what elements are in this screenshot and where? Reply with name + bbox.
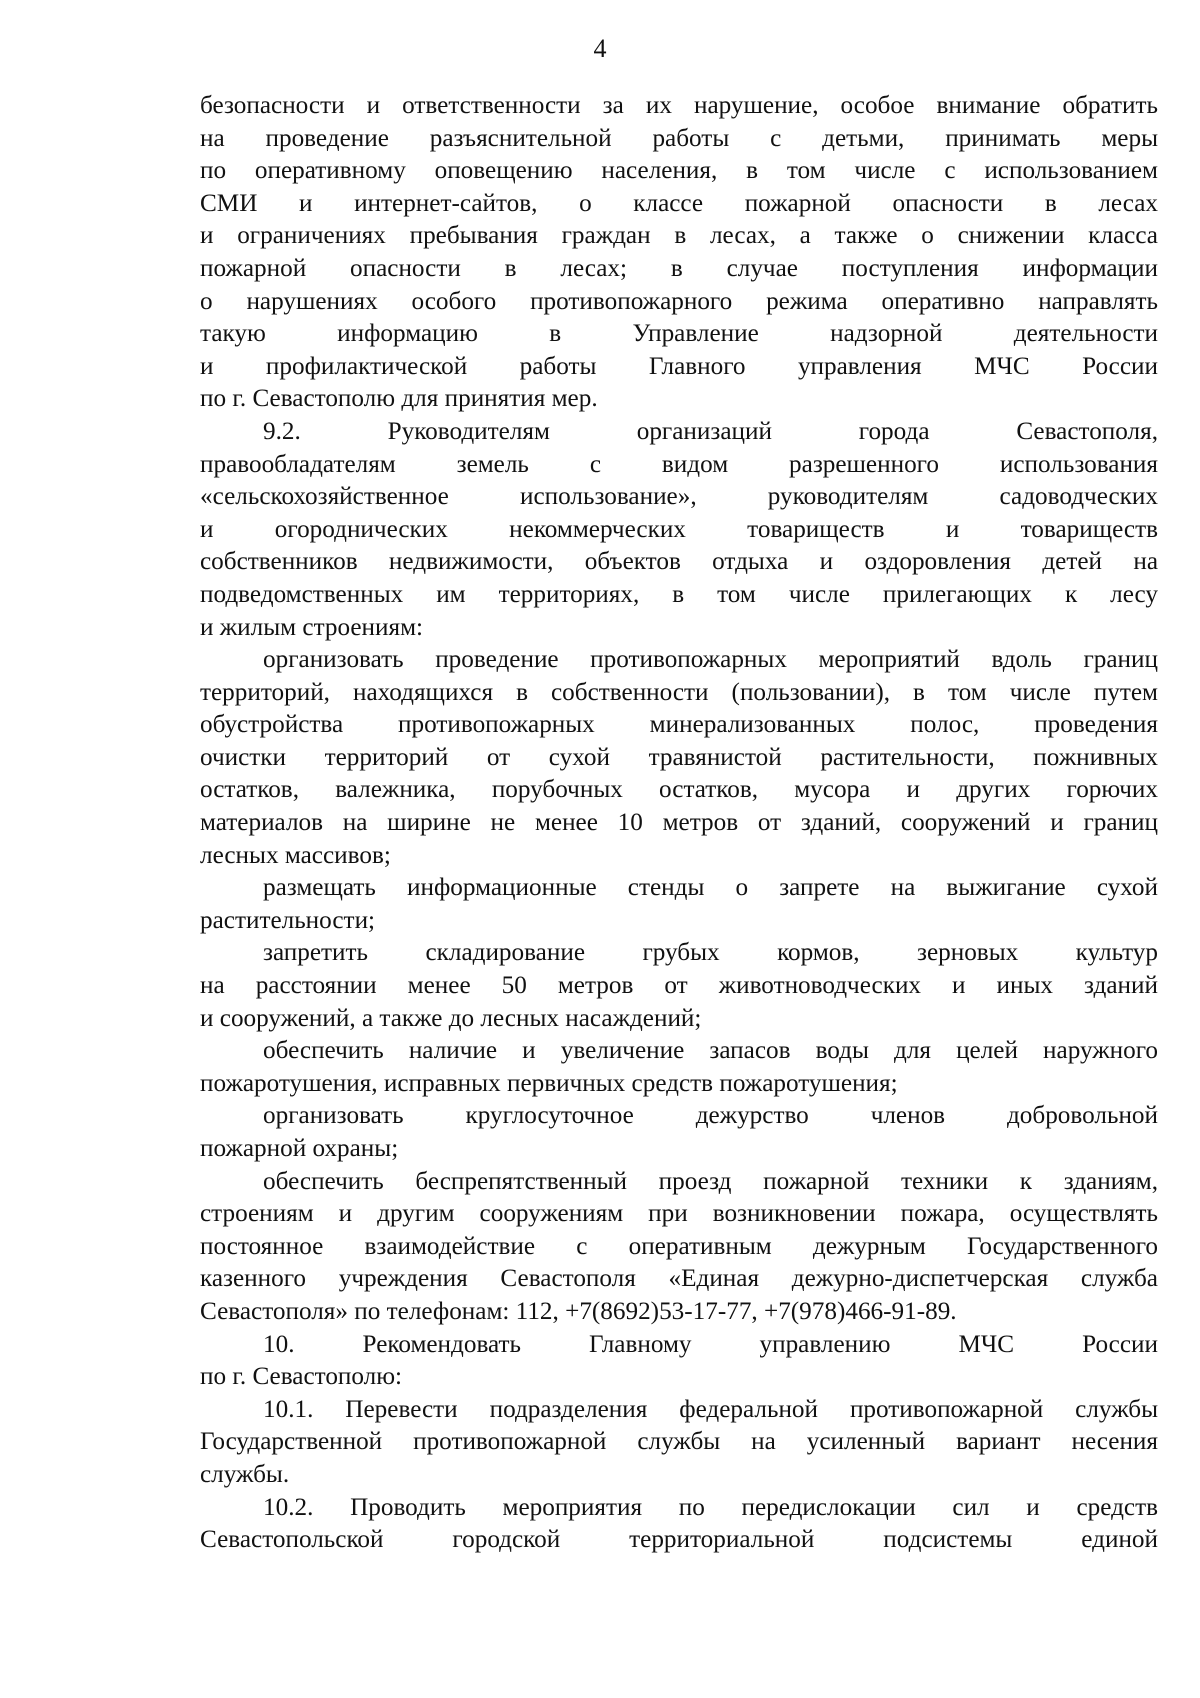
text-line: материалов на ширине не менее 10 метров от зданий, сооружений и границ [200,809,1158,837]
text-line: правообладателям земель с видом разрешенного использования [200,450,1158,478]
text-line: постоянное взаимодействие с оперативным дежурным Государственного [200,1232,1158,1260]
text-line: службы. [200,1460,290,1488]
text-line: на проведение разъяснительной работы с детьми, принимать меры [200,124,1158,152]
page-number: 4 [593,34,607,63]
text-line: запретить складирование грубых кормов, зерновых культур [263,939,1158,967]
text-line: обустройства противопожарных минерализованных полос, проведения [200,711,1158,739]
text-line: на расстоянии менее 50 метров от животноводческих и иных зданий [200,972,1158,1000]
text-line: и сооружений, а также до лесных насаждений; [200,1004,702,1032]
text-line: организовать проведение противопожарных мероприятий вдоль границ [263,646,1158,674]
text-line: такую информацию в Управление надзорной деятельности [200,320,1158,348]
text-line: по оперативному оповещению населения, в том числе с использованием [200,157,1158,185]
text-line: пожаротушения, исправных первичных средств пожаротушения; [200,1069,898,1097]
document-body [200,90,1158,1557]
text-line: Государственной противопожарной службы на усиленный вариант несения [200,1428,1158,1456]
text-line: 10.1. Перевести подразделения федеральной противопожарной службы [263,1395,1158,1423]
text-line: 10. Рекомендовать Главному управлению МЧС России [263,1330,1158,1358]
text-line: казенного учреждения Севастополя «Единая дежурно-диспетчерская служба [200,1265,1158,1293]
text-line: и огороднических некоммерческих товариществ и товариществ [200,515,1158,543]
text-line: СМИ и интернет-сайтов, о классе пожарной опасности в лесах [200,189,1158,217]
text-line: по г. Севастополю: [200,1363,403,1391]
text-line: пожарной охраны; [200,1135,399,1162]
text-line: лесных массивов; [200,841,391,869]
text-line: очистки территорий от сухой травянистой растительности, пожнивных [200,743,1158,771]
text-line: и профилактической работы Главного управления МЧС России [200,352,1158,380]
text-line: Севастополя» по телефонам: 112, +7(8692)53-17-77, +7(978)466-91-89. [200,1297,957,1325]
text-line: по г. Севастополю для принятия мер. [200,385,598,413]
text-line: безопасности и ответственности за их нарушение, особое внимание обратить [200,92,1158,119]
text-line: «сельскохозяйственное использование», руководителям садоводческих [200,483,1158,511]
text-line: и ограничениях пребывания граждан в лесах, а также о снижении класса [200,222,1158,250]
text-line: подведомственных им территориях, в том числе прилегающих к лесу [200,580,1158,608]
text-line: обеспечить беспрепятственный проезд пожарной техники к зданиям, [263,1167,1158,1195]
text-line: 10.2. Проводить мероприятия по передислокации сил и средств [263,1493,1158,1521]
text-line: 9.2. Руководителям организаций города Севастополя, [263,417,1158,445]
text-line: собственников недвижимости, объектов отдыха и оздоровления детей на [200,548,1158,576]
text-line: обеспечить наличие и увеличение запасов воды для целей наружного [263,1037,1158,1065]
text-line: остатков, валежника, порубочных остатков, мусора и других горючих [200,776,1158,804]
text-line: строениям и другим сооружениям при возникновении пожара, осуществлять [200,1200,1158,1228]
text-line: о нарушениях особого противопожарного режима оперативно направлять [200,287,1158,315]
text-line: Севастопольской городской территориальной подсистемы единой [200,1526,1158,1554]
text-line: организовать круглосуточное дежурство членов добровольной [263,1102,1158,1130]
text-line: территорий, находящихся в собственности (пользовании), в том числе путем [200,678,1158,706]
text-line: размещать информационные стенды о запрете на выжигание сухой [263,874,1158,902]
text-line: растительности; [200,906,376,934]
text-line: и жилым строениям: [200,613,424,641]
text-line: пожарной опасности в лесах; в случае поступления информации [200,254,1158,282]
